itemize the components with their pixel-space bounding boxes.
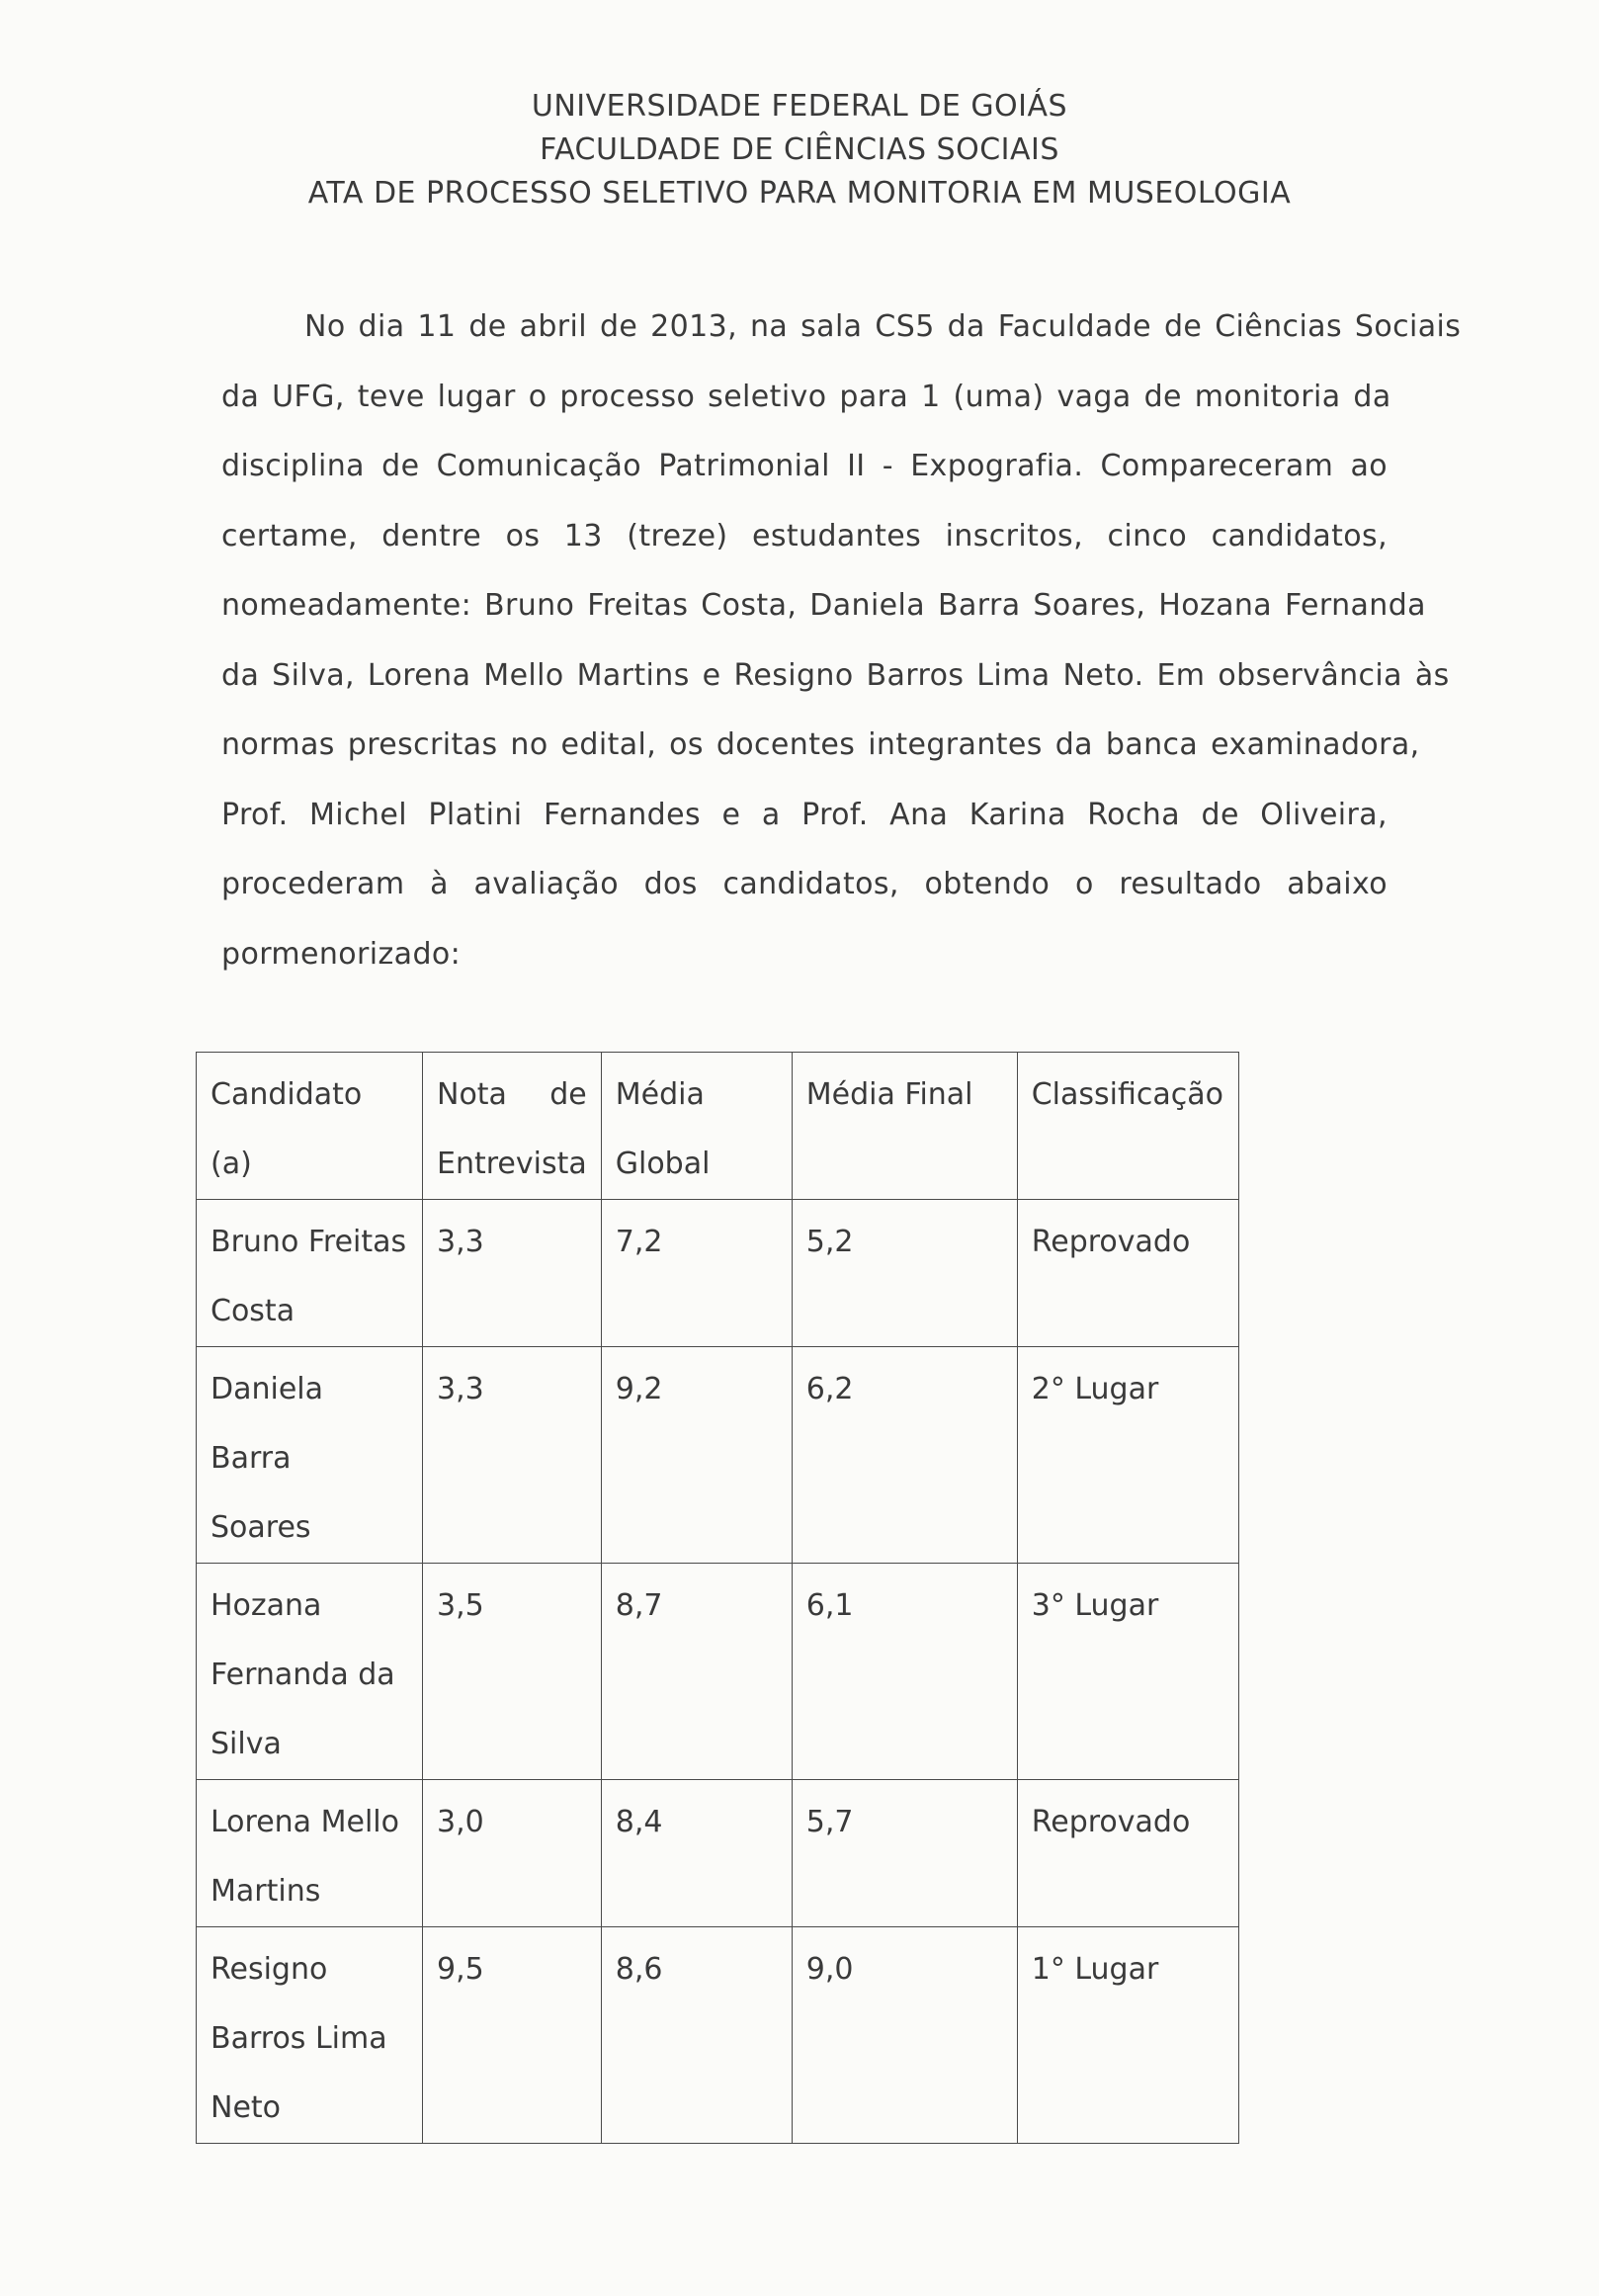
header-candidato-label: Candidato (a) bbox=[210, 1077, 363, 1181]
table-row bbox=[197, 1347, 1239, 1564]
table-row bbox=[197, 1200, 1239, 1347]
name-line: Martins bbox=[210, 1874, 321, 1909]
document-header bbox=[0, 85, 1599, 215]
cell-media-final: 6,1 bbox=[792, 1564, 1017, 1780]
header-nota-entrevista bbox=[423, 1053, 602, 1200]
name-line: Costa bbox=[210, 1294, 295, 1328]
name-text: Bruno Freitas bbox=[210, 1225, 407, 1259]
paragraph-line: pormenorizado: bbox=[221, 936, 462, 972]
header-classificacao bbox=[1017, 1053, 1238, 1200]
cell-nota: 3,0 bbox=[423, 1780, 602, 1927]
header-classificacao-label: Classificação bbox=[1031, 1077, 1224, 1112]
cell-classificacao: Reprovado bbox=[1017, 1780, 1238, 1927]
cell-media-final: 9,0 bbox=[792, 1927, 1017, 2144]
cell-classificacao: 2° Lugar bbox=[1017, 1347, 1238, 1564]
cell-media-final: 6,2 bbox=[792, 1347, 1017, 1564]
table-row bbox=[197, 1780, 1239, 1927]
university-name: UNIVERSIDADE FEDERAL DE GOIÁS bbox=[531, 89, 1068, 124]
cell-media-global: 7,2 bbox=[601, 1200, 792, 1347]
name-line: Daniela Barra bbox=[210, 1372, 324, 1476]
paragraph-line: da UFG, teve lugar o processo seletivo para 1 (uma) vaga de monitoria da bbox=[221, 379, 1391, 414]
results-table bbox=[196, 1052, 1239, 2144]
cell-media-final: 5,2 bbox=[792, 1200, 1017, 1347]
cell-classificacao: 3° Lugar bbox=[1017, 1564, 1238, 1780]
cell-nota: 3,3 bbox=[423, 1200, 602, 1347]
paragraph-line: certame, dentre os 13 (treze) estudantes inscritos, cinco candidatos, bbox=[221, 518, 1388, 553]
cell-candidate-name bbox=[197, 1200, 423, 1347]
cell-nota: 3,5 bbox=[423, 1564, 602, 1780]
paragraph-line: da Silva, Lorena Mello Martins e Resigno Barros Lima Neto. Em observância às bbox=[221, 657, 1450, 693]
cell-media-global: 8,7 bbox=[601, 1564, 792, 1780]
cell-nota: 3,3 bbox=[423, 1347, 602, 1564]
name-line: Hozana bbox=[210, 1588, 322, 1623]
minutes-paragraph bbox=[221, 293, 1462, 989]
cell-classificacao: Reprovado bbox=[1017, 1200, 1238, 1347]
name-line bbox=[210, 1208, 408, 1277]
paragraph-line: disciplina de Comunicação Patrimonial II - Expografia. Compareceram ao bbox=[221, 449, 1388, 483]
paragraph-line: procederam à avaliação dos candidatos, obtendo o resultado abaixo bbox=[221, 867, 1388, 901]
name-line: Fernanda da bbox=[210, 1658, 395, 1692]
cell-classificacao: 1° Lugar bbox=[1017, 1927, 1238, 2144]
header-candidato bbox=[197, 1053, 423, 1200]
paragraph-line: No dia 11 de abril de 2013, na sala CS5 da Faculdade de Ciências Sociais bbox=[304, 309, 1462, 344]
cell-media-final: 5,7 bbox=[792, 1780, 1017, 1927]
header-media-final-label: Média Final bbox=[805, 1077, 973, 1112]
header-nota-word: Nota bbox=[437, 1077, 507, 1112]
name-line: Resigno bbox=[210, 1952, 328, 1987]
header-global-word: Global bbox=[615, 1147, 711, 1181]
table-header-row bbox=[197, 1053, 1239, 1200]
table-row bbox=[197, 1927, 1239, 2144]
cell-media-global: 9,2 bbox=[601, 1347, 792, 1564]
faculty-name: FACULDADE DE CIÊNCIAS SOCIAIS bbox=[540, 132, 1059, 167]
name-line: Barros Lima bbox=[210, 2021, 387, 2056]
header-entrevista-word: Entrevista bbox=[437, 1147, 587, 1181]
table-row bbox=[197, 1564, 1239, 1780]
header-media-word: Média bbox=[615, 1077, 705, 1112]
cell-nota: 9,5 bbox=[423, 1927, 602, 2144]
name-line: Soares bbox=[210, 1510, 311, 1545]
header-media-final bbox=[792, 1053, 1017, 1200]
paragraph-line: nomeadamente: Bruno Freitas Costa, Daniela Barra Soares, Hozana Fernanda bbox=[221, 588, 1426, 623]
header-nota-line bbox=[437, 1061, 587, 1130]
paragraph-line: normas prescritas no edital, os docentes integrantes da banca examinadora, bbox=[221, 727, 1420, 762]
cell-candidate-name bbox=[197, 1347, 423, 1564]
cell-candidate-name bbox=[197, 1780, 423, 1927]
cell-media-global: 8,6 bbox=[601, 1927, 792, 2144]
name-line: Silva bbox=[210, 1727, 282, 1761]
cell-candidate-name bbox=[197, 1927, 423, 2144]
document-title: ATA DE PROCESSO SELETIVO PARA MONITORIA EM MUSEOLOGIA bbox=[307, 176, 1292, 211]
name-line: Lorena Mello bbox=[210, 1805, 399, 1839]
name-line: Neto bbox=[210, 2090, 282, 2125]
header-media-global bbox=[601, 1053, 792, 1200]
paragraph-line: Prof. Michel Platini Fernandes e a Prof. Ana Karina Rocha de Oliveira, bbox=[221, 797, 1388, 832]
cell-media-global: 8,4 bbox=[601, 1780, 792, 1927]
cell-candidate-name bbox=[197, 1564, 423, 1780]
header-de-word: de bbox=[549, 1077, 587, 1112]
